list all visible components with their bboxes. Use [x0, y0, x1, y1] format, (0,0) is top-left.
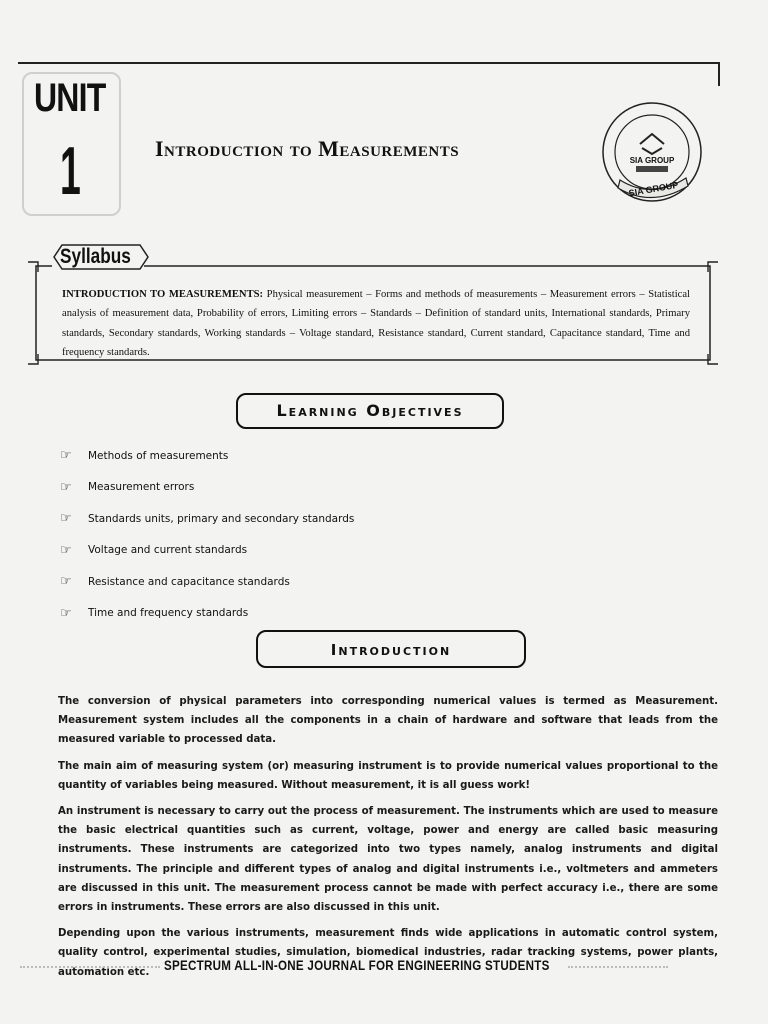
learning-objectives-list — [60, 440, 460, 629]
list-item — [60, 598, 460, 630]
footer-journal-title: SPECTRUM ALL-IN-ONE JOURNAL FOR ENGINEERING STUDENTS — [164, 958, 550, 973]
header-rule — [18, 62, 718, 64]
objective-text: Voltage and current standards — [88, 544, 248, 557]
footer-dots-left — [20, 966, 160, 976]
pointing-hand-icon: ☞ — [60, 448, 72, 464]
unit-number: 1 — [60, 133, 81, 209]
header-rule-end — [718, 62, 720, 86]
footer-dots-right — [568, 966, 668, 976]
objective-text: Resistance and capacitance standards — [88, 575, 290, 588]
objective-text: Standards units, primary and secondary standards — [88, 512, 355, 525]
list-item — [60, 440, 460, 472]
syllabus-text — [62, 285, 690, 363]
pointing-hand-icon: ☞ — [60, 479, 72, 495]
introduction-paragraph: Depending upon the various instruments, measurement finds wide applications in automatic control system, quality control, experimental studies, simulation, biomedical industries, radar tracking systems, power plants, automation etc. — [58, 928, 718, 978]
objective-text: Measurement errors — [88, 481, 195, 494]
introduction-heading: Introduction — [256, 630, 526, 668]
introduction-paragraph: The conversion of physical parameters into corresponding numerical values is termed as Measurement. Measurement system includes all the components in a chain of hardware and software that leads from the measured variable to processed data. — [58, 696, 718, 746]
svg-text:SIA GROUP: SIA GROUP — [629, 156, 675, 165]
introduction-paragraph: An instrument is necessary to carry out the process of measurement. The instruments which are used to measure the basic electrical quantities such as current, voltage, power and energy are called basic measuring instruments. These instruments are categorized into two types namely, analog instruments and digital instruments. The principle and different types of analog and digital instruments i.e., voltmeters and ammeters are discussed in this unit. The measurement process cannot be made with perfect accuracy i.e., there are some errors in instruments. These errors are also discussed in this unit. — [58, 806, 718, 914]
pointing-hand-icon: ☞ — [60, 542, 72, 558]
learning-objectives-heading: Learning Objectives — [236, 393, 504, 429]
list-item — [60, 566, 460, 598]
introduction-paragraph: The main aim of measuring system (or) measuring instrument is to provide numerical values proportional to the quantity of variables being measured. Without measurement, it is all guess work! — [58, 760, 718, 791]
objective-text: Methods of measurements — [88, 449, 229, 462]
svg-text:SIA GROUP: SIA GROUP — [627, 179, 680, 199]
pointing-hand-icon: ☞ — [60, 605, 72, 621]
objective-text: Time and frequency standards — [88, 607, 249, 620]
list-item — [60, 535, 460, 567]
pointing-hand-icon: ☞ — [60, 574, 72, 590]
list-item — [60, 472, 460, 504]
syllabus-label: Syllabus — [60, 245, 131, 268]
introduction-body — [58, 692, 718, 989]
chapter-title: Introduction to Measurements — [155, 136, 460, 161]
pointing-hand-icon: ☞ — [60, 511, 72, 527]
syllabus-heading: INTRODUCTION TO MEASUREMENTS: — [62, 289, 264, 300]
list-item — [60, 503, 460, 535]
unit-label: UNIT — [34, 76, 106, 120]
syllabus-body: Physical measurement – Forms and methods of measurements – Measurement errors – Statistical analysis of measurement data, Probability of errors, Limiting errors – Standards – Definition of standard units, International standards, Primary standards, Secondary standards, Working standards – Voltage standard, Resistance standard, Current standard, Capacitance standard, Time and frequency standards. — [62, 289, 690, 359]
sia-group-logo — [600, 100, 704, 204]
